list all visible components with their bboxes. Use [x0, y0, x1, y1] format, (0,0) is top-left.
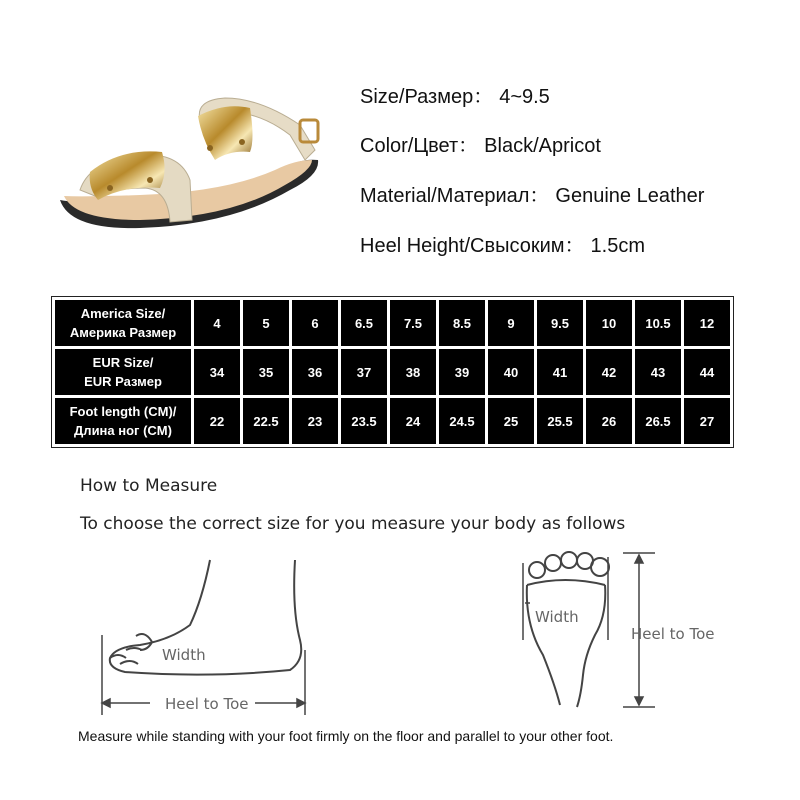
size-table-cell: 10.5	[635, 300, 681, 346]
spec-material	[360, 179, 704, 208]
size-table-cell: 23.5	[341, 398, 387, 444]
row-header-line2: Длина ног (CM)	[74, 423, 172, 438]
sole-length-label: Heel to Toe	[631, 625, 715, 643]
size-table-cell: 9	[488, 300, 534, 346]
size-table-cell: 22	[194, 398, 240, 444]
side-width-label: Width	[162, 646, 206, 664]
spec-heel-value: 1.5cm	[590, 235, 645, 257]
size-table-cell: 38	[390, 349, 436, 395]
size-table-cell: 23	[292, 398, 338, 444]
row-header-line2: Америка Размер	[69, 325, 177, 340]
measure-note: Measure while standing with your foot firmly on the floor and parallel to your other foot.	[78, 728, 614, 744]
size-table-cell: 40	[488, 349, 534, 395]
size-table-cell: 35	[243, 349, 289, 395]
size-table-cell: 44	[684, 349, 730, 395]
spec-heel	[360, 229, 645, 258]
side-length-label: Heel to Toe	[165, 695, 249, 713]
row-header-line1: Foot length (CM)/	[69, 404, 177, 419]
size-table-cell: 22.5	[243, 398, 289, 444]
size-table-row-header	[55, 398, 191, 444]
sole-width-label: Width	[535, 608, 579, 626]
foot-side-diagram	[90, 550, 330, 725]
size-table-cell: 41	[537, 349, 583, 395]
size-table-cell: 34	[194, 349, 240, 395]
size-table-cell: 27	[684, 398, 730, 444]
size-table-cell: 26	[586, 398, 632, 444]
size-table-cell: 5	[243, 300, 289, 346]
spec-color-label: Color/Цвет：	[360, 135, 479, 157]
row-header-line2: EUR Размер	[84, 374, 162, 389]
spec-size-value: 4~9.5	[499, 86, 550, 108]
size-table-cell: 43	[635, 349, 681, 395]
size-table-cell: 6	[292, 300, 338, 346]
measure-subtitle: To choose the correct size for you measure your body as follows	[80, 514, 626, 534]
size-table-cell: 24	[390, 398, 436, 444]
size-table-cell: 7.5	[390, 300, 436, 346]
sandal-photo	[50, 80, 340, 250]
row-header-line1: EUR Size/	[92, 355, 154, 370]
size-table-cell: 8.5	[439, 300, 485, 346]
size-table-cell: 25.5	[537, 398, 583, 444]
row-header-line1: America Size/	[80, 306, 166, 321]
foot-sole-diagram	[505, 545, 755, 715]
size-chart-table	[51, 296, 734, 448]
spec-size-label: Size/Размер：	[360, 86, 494, 108]
spec-heel-label: Heel Height/Свысоким：	[360, 235, 585, 257]
size-table-row-header	[55, 349, 191, 395]
size-table-cell: 12	[684, 300, 730, 346]
size-table-cell: 25	[488, 398, 534, 444]
spec-material-value: Genuine Leather	[555, 185, 705, 207]
spec-size	[360, 80, 550, 109]
spec-color	[360, 129, 601, 158]
measure-title: How to Measure	[80, 476, 218, 496]
size-table-cell: 10	[586, 300, 632, 346]
size-table-cell: 37	[341, 349, 387, 395]
size-table-cell: 36	[292, 349, 338, 395]
spec-material-label: Material/Материал：	[360, 185, 550, 207]
size-table-cell: 6.5	[341, 300, 387, 346]
size-table-row	[55, 398, 730, 444]
size-table-cell: 9.5	[537, 300, 583, 346]
size-table-cell: 42	[586, 349, 632, 395]
size-table-cell: 24.5	[439, 398, 485, 444]
spec-color-value: Black/Apricot	[484, 135, 601, 157]
size-table-cell: 26.5	[635, 398, 681, 444]
size-table-cell: 4	[194, 300, 240, 346]
size-table-row	[55, 300, 730, 346]
size-table-row	[55, 349, 730, 395]
size-table-cell: 39	[439, 349, 485, 395]
size-table-row-header	[55, 300, 191, 346]
